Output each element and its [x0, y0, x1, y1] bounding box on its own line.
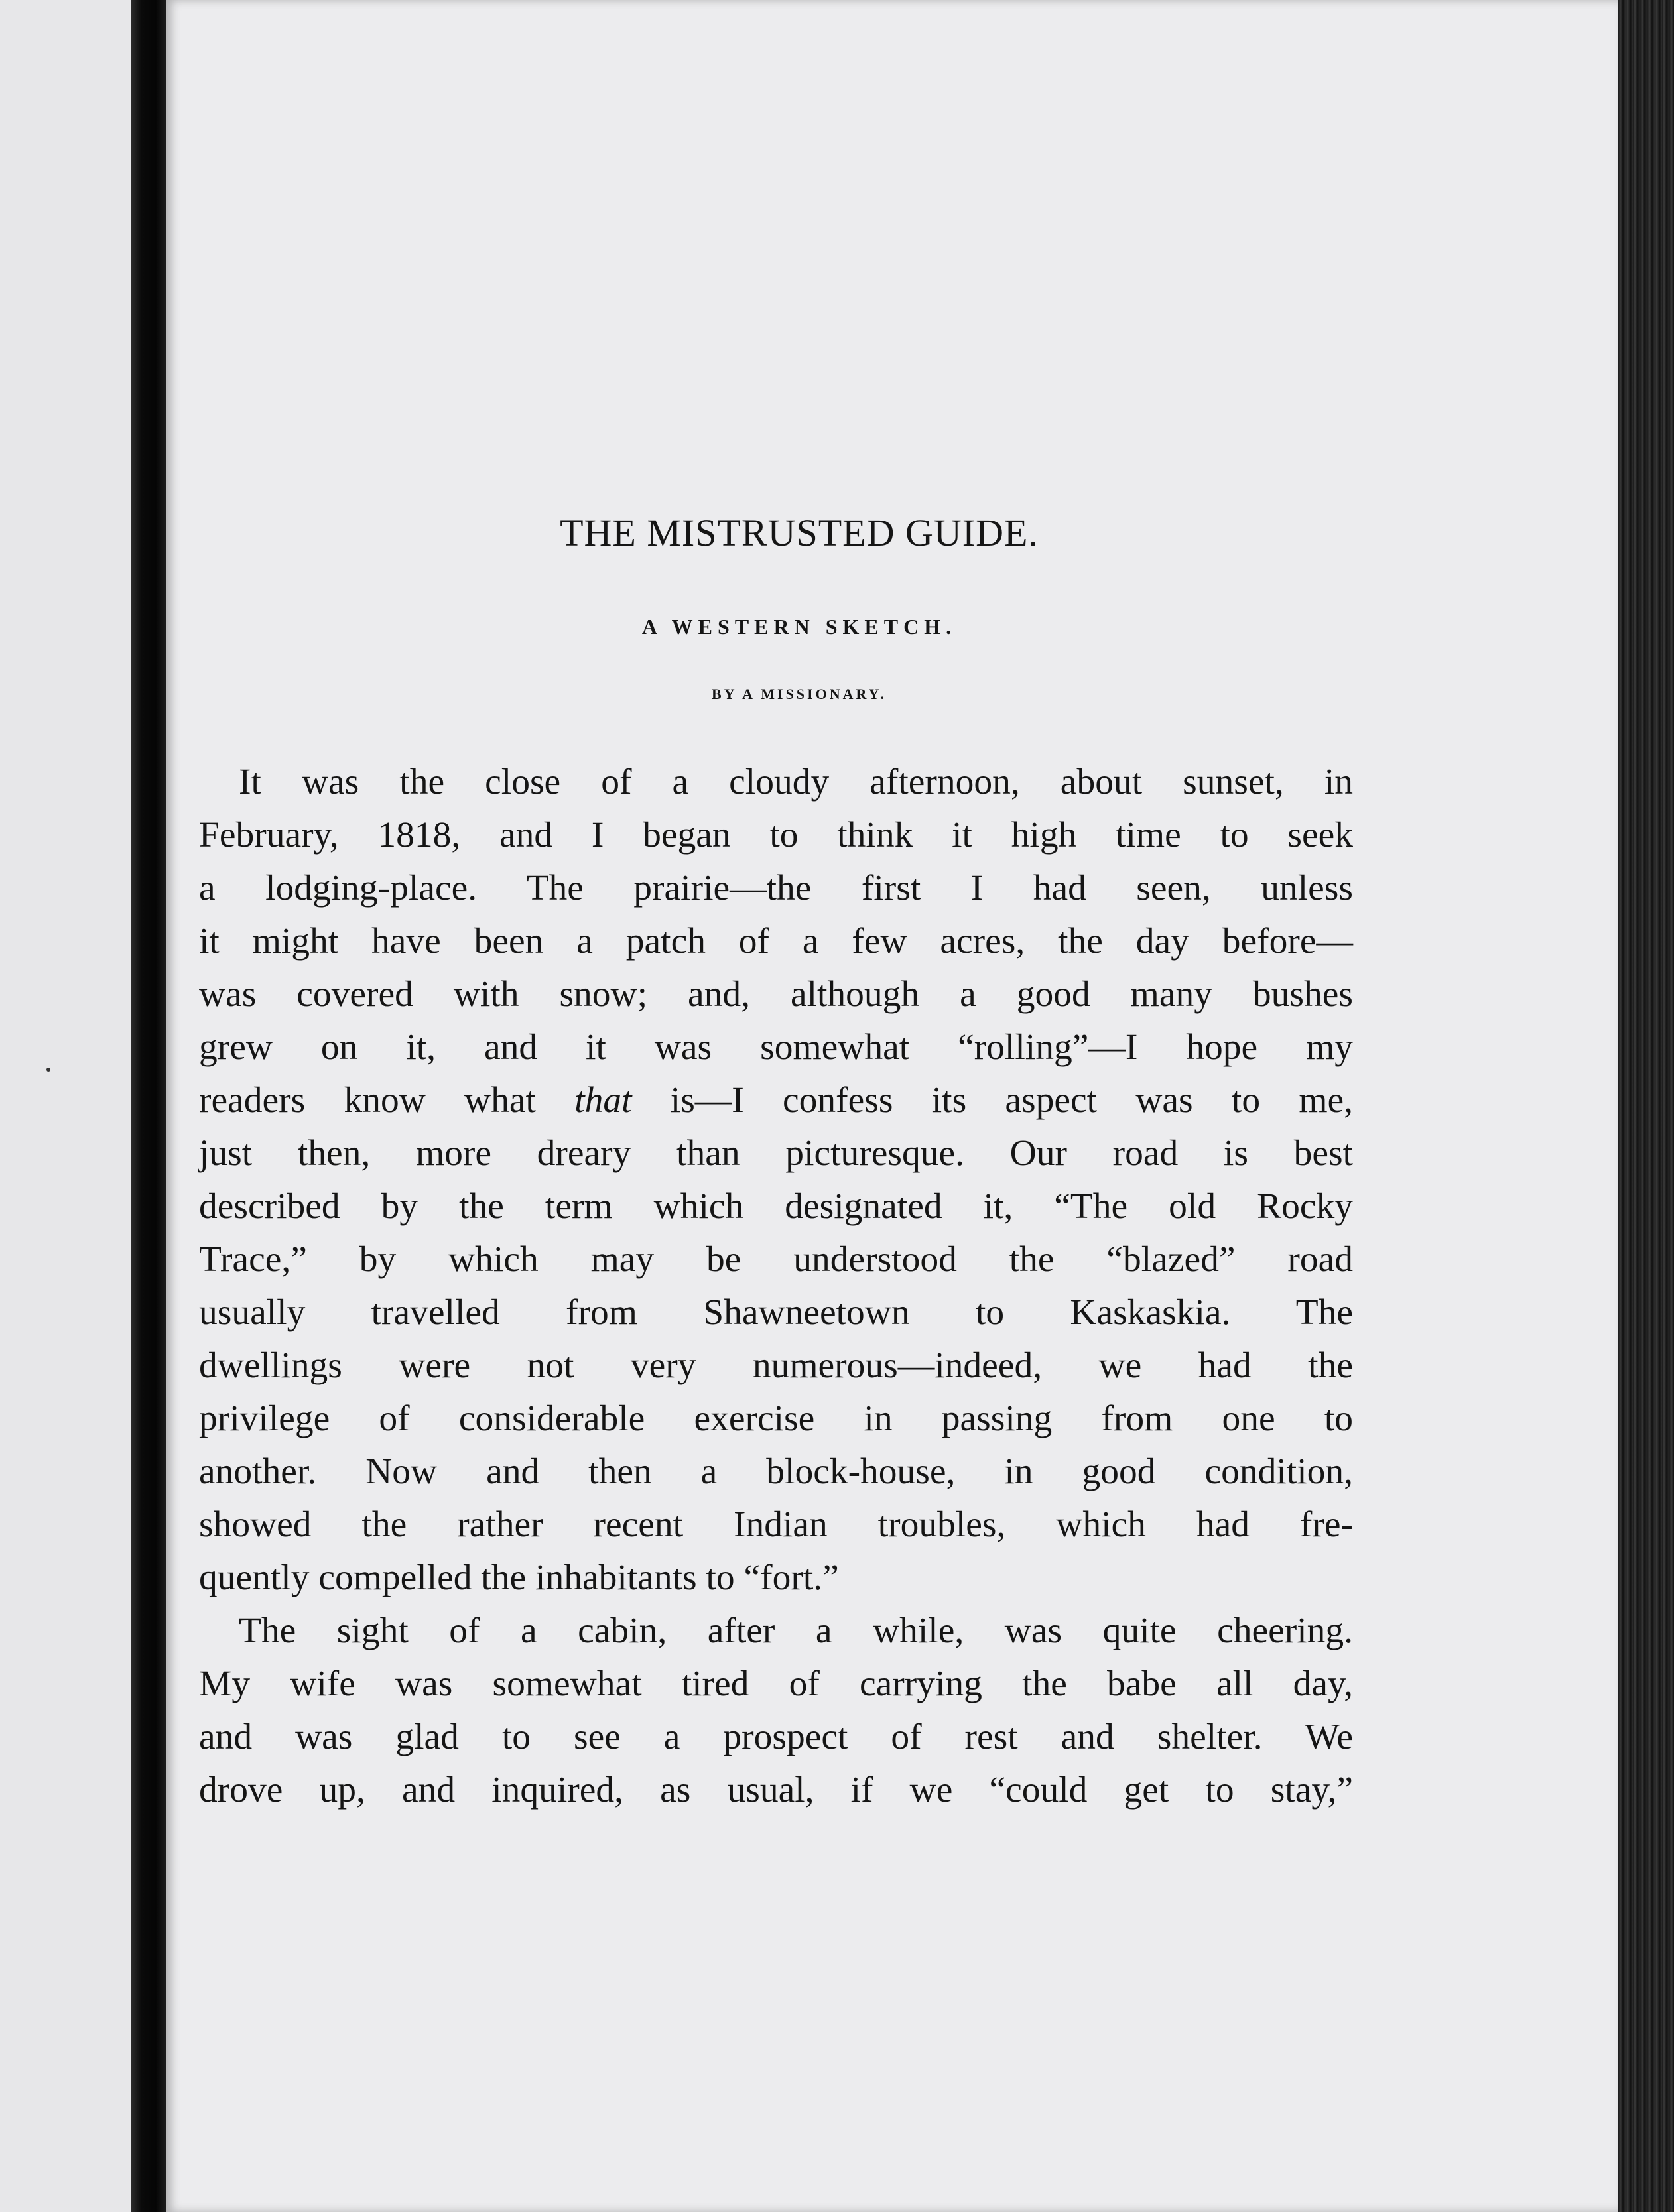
paper-speck — [46, 1068, 50, 1072]
text-line: was covered with snow; and, although a good many bushes — [199, 974, 1353, 1014]
page-stack-edge — [1618, 0, 1674, 2212]
page-content — [199, 511, 1353, 1817]
article-body — [199, 756, 1353, 1817]
article-subtitle: A WESTERN SKETCH. — [641, 615, 957, 639]
italic-word: that — [574, 1080, 632, 1121]
text-segment: readers know what — [199, 1080, 536, 1121]
text-line — [199, 1074, 1353, 1127]
article-title: THE MISTRUSTED GUIDE. — [560, 511, 1039, 554]
text-line: dwellings were not very numerous—indeed, we had the — [199, 1345, 1353, 1386]
text-line: privilege of considerable exercise in passing from one to — [199, 1398, 1353, 1439]
text-line: drove up, and inquired, as usual, if we “could get to stay,” — [199, 1770, 1353, 1810]
text-line: another. Now and then a block-house, in good condition, — [199, 1451, 1353, 1492]
text-line: February, 1818, and I began to think it high time to seek — [199, 815, 1353, 855]
text-line: a lodging-place. The prairie—the first I had seen, unless — [199, 868, 1353, 908]
previous-page-edge — [0, 0, 131, 2212]
text-line: just then, more dreary than picturesque. Our road is best — [199, 1133, 1353, 1174]
text-line: It was the close of a cloudy afternoon, about sunset, in — [239, 762, 1353, 802]
text-line: it might have been a patch of a few acres, the day before— — [199, 921, 1353, 961]
text-line: usually travelled from Shawneetown to Kaskaskia. The — [199, 1292, 1353, 1333]
text-line: The sight of a cabin, after a while, was quite cheering. — [239, 1611, 1353, 1651]
article-byline: BY A MISSIONARY. — [712, 686, 887, 702]
text-segment: is—I confess its aspect was to me, — [670, 1080, 1353, 1121]
text-line: showed the rather recent Indian troubles, which had fre- — [199, 1505, 1353, 1545]
paragraph — [199, 1605, 1353, 1817]
text-line: and was glad to see a prospect of rest and shelter. We — [199, 1717, 1353, 1757]
text-line: described by the term which designated it, “The old Rocky — [199, 1186, 1353, 1227]
text-line: Trace,” by which may be understood the “blazed” road — [199, 1239, 1353, 1280]
paragraph — [199, 756, 1353, 1605]
book-gutter — [131, 0, 166, 2212]
text-line: quently compelled the inhabitants to “fort.” — [199, 1558, 839, 1598]
text-line: grew on it, and it was somewhat “rolling”—I hope my — [199, 1027, 1353, 1068]
text-line: My wife was somewhat tired of carrying the babe all day, — [199, 1664, 1353, 1704]
